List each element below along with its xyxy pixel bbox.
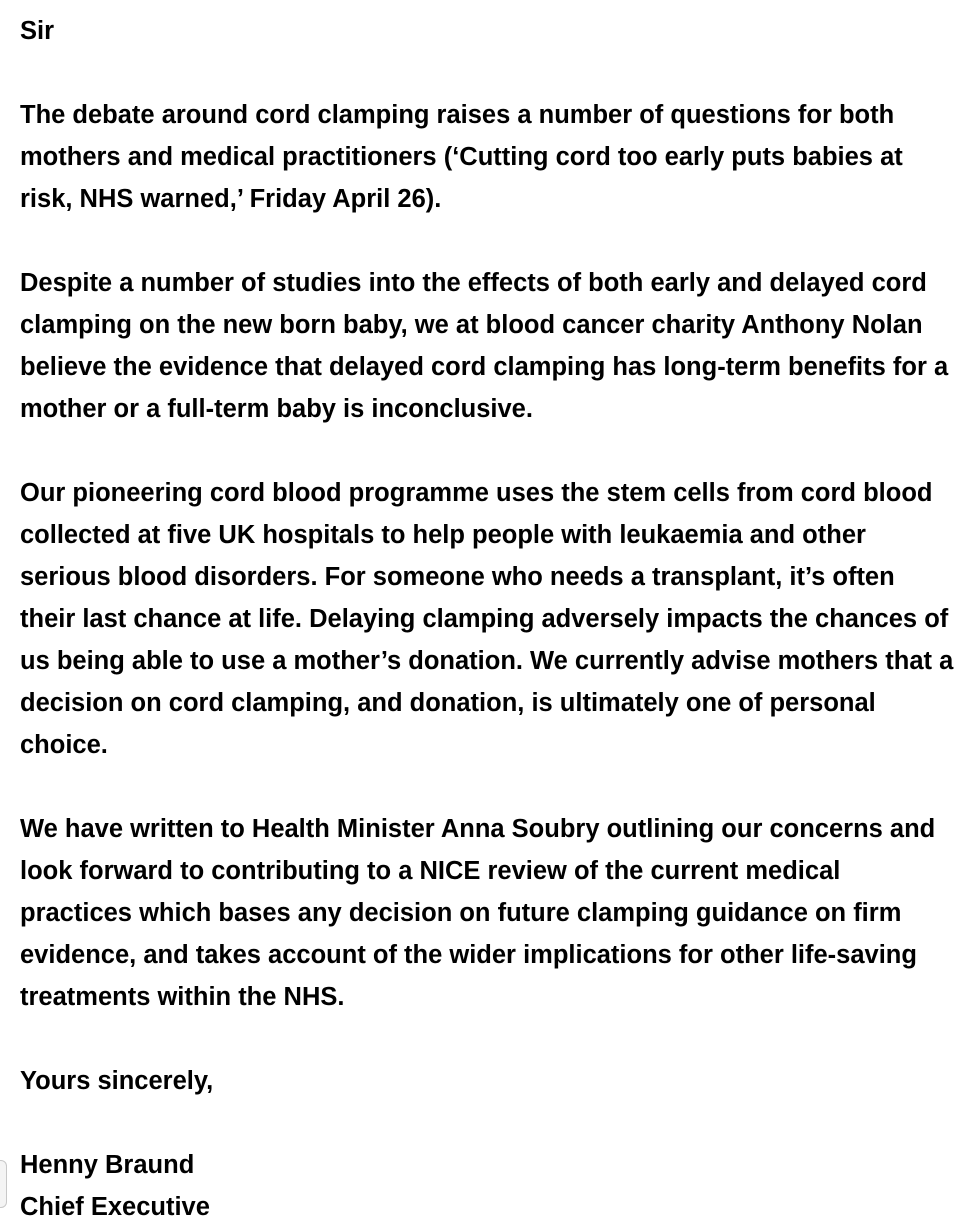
window-edge-handle xyxy=(0,1160,7,1208)
paragraph-1: The debate around cord clamping raises a number of questions for both mothers and medical practitioners (‘Cutting cord too early puts babies at risk, NHS warned,’ Friday April 26). xyxy=(20,101,903,213)
letter-body xyxy=(20,10,955,1228)
paragraph-4: We have written to Health Minister Anna Soubry outlining our concerns and look forward to contributing to a NICE review of the current medical practices which bases any decision on future clamping guidance on firm evidence, and takes account of the wider implications for other life-saving treatments within the NHS. xyxy=(20,815,936,1011)
paragraph-2: Despite a number of studies into the effects of both early and delayed cord clamping on the new born baby, we at blood cancer charity Anthony Nolan believe the evidence that delayed cord clamping has long-term benefits for a mother or a full-term baby is inconclusive. xyxy=(20,269,949,423)
signer-name: Henny Braund xyxy=(20,1151,195,1179)
closing: Yours sincerely, xyxy=(20,1067,214,1095)
paragraph-3: Our pioneering cord blood programme uses the stem cells from cord blood collected at five UK hospitals to help people with leukaemia and other serious blood disorders. For someone who needs a transplant, it’s often their last chance at life. Delaying clamping adversely impacts the chances of us being able to use a mother’s donation. We currently advise mothers that a decision on cord clamping, and donation, is ultimately one of personal choice. xyxy=(20,479,954,759)
salutation: Sir xyxy=(20,17,55,45)
signer-title: Chief Executive xyxy=(20,1193,210,1221)
